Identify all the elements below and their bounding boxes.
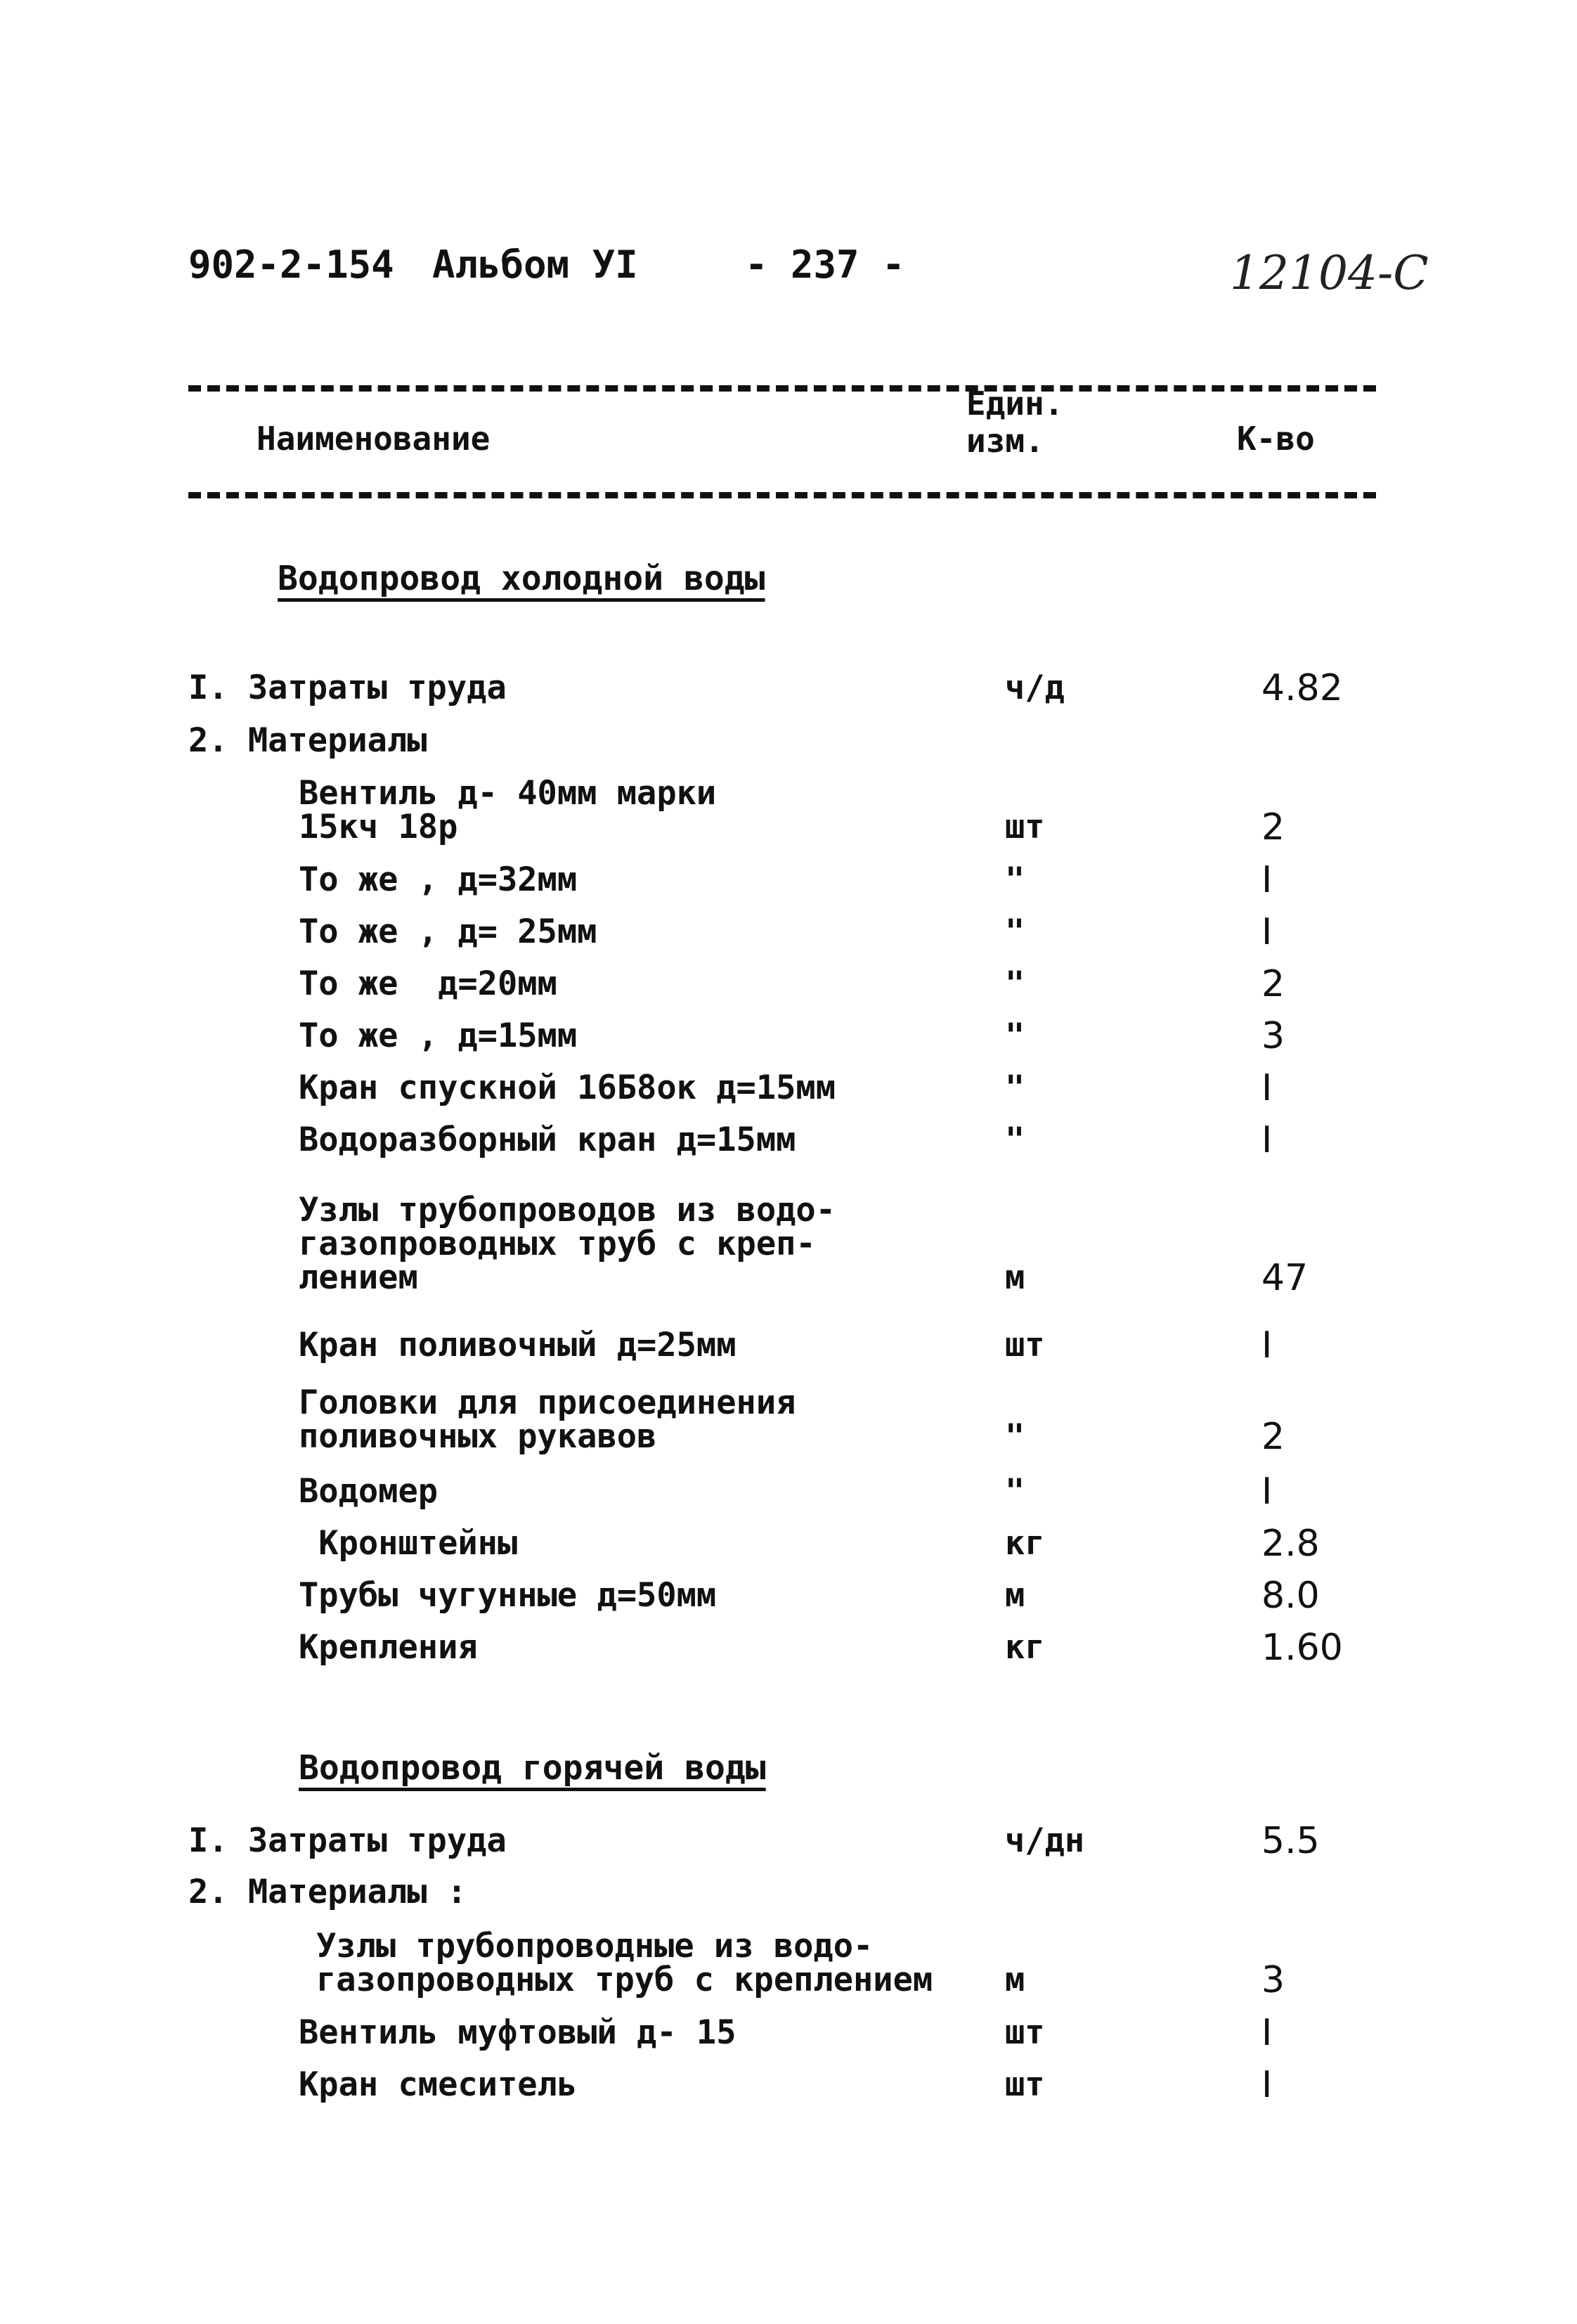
section-title-cold-water: Водопровод холодной воды xyxy=(278,559,765,598)
row-name: То же , д= 25мм xyxy=(299,912,597,951)
row-unit: " xyxy=(1005,1472,1025,1511)
row-name: Кран смеситель xyxy=(299,2065,578,2104)
row-unit: " xyxy=(1005,1016,1025,1055)
row-name: Кронштейны xyxy=(299,1524,518,1563)
row-unit: " xyxy=(1005,912,1025,951)
row-name: Узлы трубопроводов из водо- газопроводных труб с креп- лением xyxy=(299,1191,836,1297)
row-qty: I xyxy=(1261,1471,1273,1513)
row-qty: I xyxy=(1261,859,1273,901)
column-header-qty: К-во xyxy=(1237,420,1315,458)
row-name: То же , д=32мм xyxy=(299,860,578,899)
row-name: Кран поливочный д=25мм xyxy=(299,1326,736,1364)
column-header-unit-line2: изм. xyxy=(966,422,1044,460)
row-unit: " xyxy=(1005,1069,1025,1107)
album-label: Альбом УI xyxy=(432,243,638,287)
document-code: 902-2-154 xyxy=(188,243,394,287)
row-unit: ч/дн xyxy=(1005,1821,1085,1860)
row-qty: 5.5 xyxy=(1261,1820,1320,1862)
row-unit: м xyxy=(1005,1258,1025,1297)
row-name: Кран спускной 16Б8ок д=15мм xyxy=(299,1069,836,1107)
row-qty: 2.8 xyxy=(1261,1523,1320,1565)
page-number: - 237 - xyxy=(745,243,905,287)
row-name: Узлы трубопроводные из водо- газопроводных труб с креплением xyxy=(316,1927,933,1999)
row-unit: " xyxy=(1005,1121,1025,1159)
handwritten-stamp: 12104-С xyxy=(1230,246,1429,300)
row-qty: 4.82 xyxy=(1261,667,1343,709)
row-name: I. Затраты труда xyxy=(188,669,507,707)
row-qty: I xyxy=(1261,1067,1273,1109)
row-name: Водомер xyxy=(299,1472,439,1511)
row-name: 2. Материалы : xyxy=(188,1873,467,1911)
row-unit: " xyxy=(1005,860,1025,899)
row-unit: шт xyxy=(1005,2013,1045,2052)
row-unit: ч/д xyxy=(1005,669,1065,707)
section-title-hot-water: Водопровод горячей воды xyxy=(299,1748,766,1788)
row-qty: 1.60 xyxy=(1261,1627,1343,1669)
row-unit: шт xyxy=(1005,2065,1045,2104)
table-header-rule xyxy=(188,492,1376,498)
row-unit: кг xyxy=(1005,1628,1045,1667)
row-unit: м xyxy=(1005,1961,1025,1999)
row-qty: 8.0 xyxy=(1261,1575,1320,1617)
row-qty: I xyxy=(1261,2064,1273,2106)
row-name: Крепления xyxy=(299,1628,478,1667)
row-unit: м xyxy=(1005,1576,1025,1615)
row-unit: " xyxy=(1005,1417,1025,1456)
table-top-rule xyxy=(188,385,1376,392)
row-qty: 3 xyxy=(1261,1015,1285,1057)
row-unit: шт xyxy=(1005,808,1045,846)
row-name: Вентиль муфтовый д- 15 xyxy=(299,2013,736,2052)
row-name: Головки для присоединения поливочных рукавов xyxy=(299,1383,796,1456)
row-unit: " xyxy=(1005,964,1025,1003)
row-qty: 47 xyxy=(1261,1257,1309,1299)
row-name: Трубы чугунные д=50мм xyxy=(299,1576,717,1615)
row-name: То же , д=15мм xyxy=(299,1016,578,1055)
column-header-unit-line1: Един. xyxy=(966,385,1064,422)
column-header-name: Наименование xyxy=(257,420,491,458)
row-qty: 2 xyxy=(1261,806,1285,848)
row-qty: I xyxy=(1261,2012,1273,2054)
row-name: Водоразборный кран д=15мм xyxy=(299,1121,796,1159)
row-name: То же д=20мм xyxy=(299,964,557,1003)
row-unit: кг xyxy=(1005,1524,1045,1563)
row-qty: 2 xyxy=(1261,1416,1285,1458)
row-qty: I xyxy=(1261,1119,1273,1161)
row-unit: шт xyxy=(1005,1326,1045,1364)
row-qty: 3 xyxy=(1261,1959,1285,2001)
row-qty: 2 xyxy=(1261,963,1285,1005)
row-name: I. Затраты труда xyxy=(188,1821,507,1860)
row-qty: I xyxy=(1261,911,1273,953)
row-name: 2. Материалы xyxy=(188,721,427,760)
row-name: Вентиль д- 40мм марки 15кч 18р xyxy=(299,774,717,846)
row-qty: I xyxy=(1261,1324,1273,1367)
